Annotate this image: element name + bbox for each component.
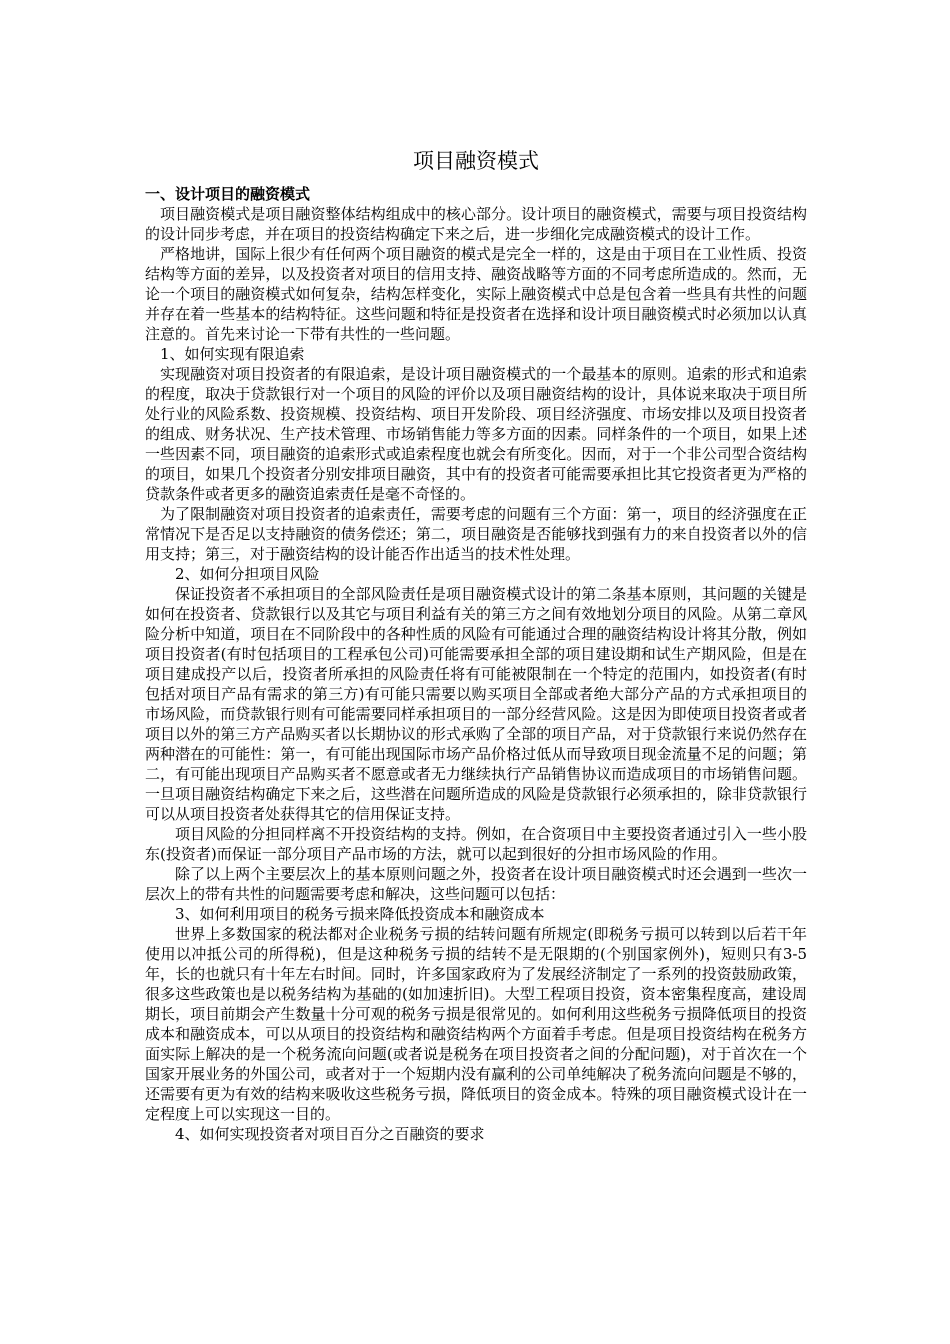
paragraph: 实现融资对项目投资者的有限追索，是设计项目融资模式的一个最基本的原则。追索的形式和追索的程度，取决于贷款银行对一个项目的风险的评价以及项目融资结构的设计，具体说来取决于项目所处行业的风险系数、投资规模、投资结构、项目开发阶段、项目经济强度、市场安排以及项目投资者的组成、财务状况、生产技术管理、市场销售能力等多方面的因素。同样条件的一个项目，如果上述一些因素不同，项目融资的追索形式或追索程度也就会有所变化。因而，对于一个非公司型合资结构的项目，如果几个投资者分别安排项目融资，其中有的投资者可能需要承担比其它投资者更为严格的贷款条件或者更多的融资追索责任是毫不奇怪的。	[145, 365, 807, 503]
paragraph: 严格地讲，国际上很少有任何两个项目融资的模式是完全一样的，这是由于项目在工业性质、投资结构等方面的差异，以及投资者对项目的信用支持、融资战略等方面的不同考虑所造成的。然而，无论一个项目的融资模式如何复杂，结构怎样变化，实际上融资模式中总是包含着一些具有共性的问题并存在着一些基本的结构特征。这些问题和特征是投资者在选择和设计项目融资模式时必须加以认真注意的。首先来讨论一下带有共性的一些问题。	[145, 245, 807, 343]
subheading: 4、如何实现投资者对项目百分之百融资的要求	[175, 1125, 485, 1143]
paragraph: 世界上多数国家的税法都对企业税务亏损的结转问题有所规定(即税务亏损可以转到以后若干年使用以冲抵公司的所得税)，但是这种税务亏损的结转不是无限期的(个别国家例外)，短则只有3-5年，长的也就只有十年左右时间。同时，许多国家政府为了发展经济制定了一系列的投资鼓励政策，很多这些政策也是以税务结构为基础的(如加速折旧)。大型工程项目投资，资本密集程度高，建设周期长，项目前期会产生数量十分可观的税务亏损是很常见的。如何利用这些税务亏损降低项目的投资成本和融资成本，可以从项目的投资结构和融资结构两个方面着手考虑。但是项目投资结构在税务方面实际上解决的是一个税务流向问题(或者说是税务在项目投资者之间的分配问题)，对于首次在一个国家开展业务的外国公司，或者对于一个短期内没有赢利的公司单纯解决了税务流向问题是不够的，还需要有更为有效的结构来吸收这些税务亏损，降低项目的资金成本。特殊的项目融资模式设计在一定程度上可以实现这一目的。	[145, 925, 807, 1123]
subheading: 1、如何实现有限追索	[160, 345, 305, 363]
page-title: 项目融资模式	[413, 149, 539, 173]
paragraph: 项目风险的分担同样离不开投资结构的支持。例如，在合资项目中主要投资者通过引入一些小股东(投资者)而保证一部分项目产品市场的方法，就可以起到很好的分担市场风险的作用。	[145, 825, 807, 863]
section-heading: 一、设计项目的融资模式	[145, 185, 311, 203]
paragraph: 除了以上两个主要层次上的基本原则问题之外，投资者在设计项目融资模式时还会遇到一些次一层次上的带有共性的问题需要考虑和解决，这些问题可以包括：	[145, 865, 807, 903]
subheading: 3、如何利用项目的税务亏损来降低投资成本和融资成本	[175, 905, 545, 923]
paragraph: 项目融资模式是项目融资整体结构组成中的核心部分。设计项目的融资模式，需要与项目投资结构的设计同步考虑，并在项目的投资结构确定下来之后，进一步细化完成融资模式的设计工作。	[145, 205, 807, 243]
subheading: 2、如何分担项目风险	[175, 565, 320, 583]
document-page	[145, 140, 807, 1144]
paragraph: 保证投资者不承担项目的全部风险责任是项目融资模式设计的第二条基本原则，其问题的关键是如何在投资者、贷款银行以及其它与项目利益有关的第三方之间有效地划分项目的风险。从第二章风险分析中知道，项目在不同阶段中的各种性质的风险有可能通过合理的融资结构设计将其分散，例如项目投资者(有时包括项目的工程承包公司)可能需要承担全部的项目建设期和试生产期风险，但是在项目建成投产以后，投资者所承担的风险责任将有可能被限制在一个特定的范围内，如投资者(有时包括对项目产品有需求的第三方)有可能只需要以购买项目全部或者绝大部分产品的方式承担项目的市场风险，而贷款银行则有可能需要同样承担项目的一部分经营风险。这是因为即使项目投资者或者项目以外的第三方产品购买者以长期协议的形式承购了全部的项目产品，对于贷款银行来说仍然存在两种潜在的可能性：第一，有可能出现国际市场产品价格过低从而导致项目现金流量不足的问题；第二，有可能出现项目产品购买者不愿意或者无力继续执行产品销售协议而造成项目的市场销售问题。一旦项目融资结构确定下来之后，这些潜在问题所造成的风险是贷款银行必须承担的，除非贷款银行可以从项目投资者处获得其它的信用保证支持。	[145, 585, 807, 823]
paragraph: 为了限制融资对项目投资者的追索责任，需要考虑的问题有三个方面：第一，项目的经济强度在正常情况下是否足以支持融资的债务偿还；第二，项目融资是否能够找到强有力的来自投资者以外的信用支持；第三，对于融资结构的设计能否作出适当的技术性处理。	[145, 505, 807, 563]
